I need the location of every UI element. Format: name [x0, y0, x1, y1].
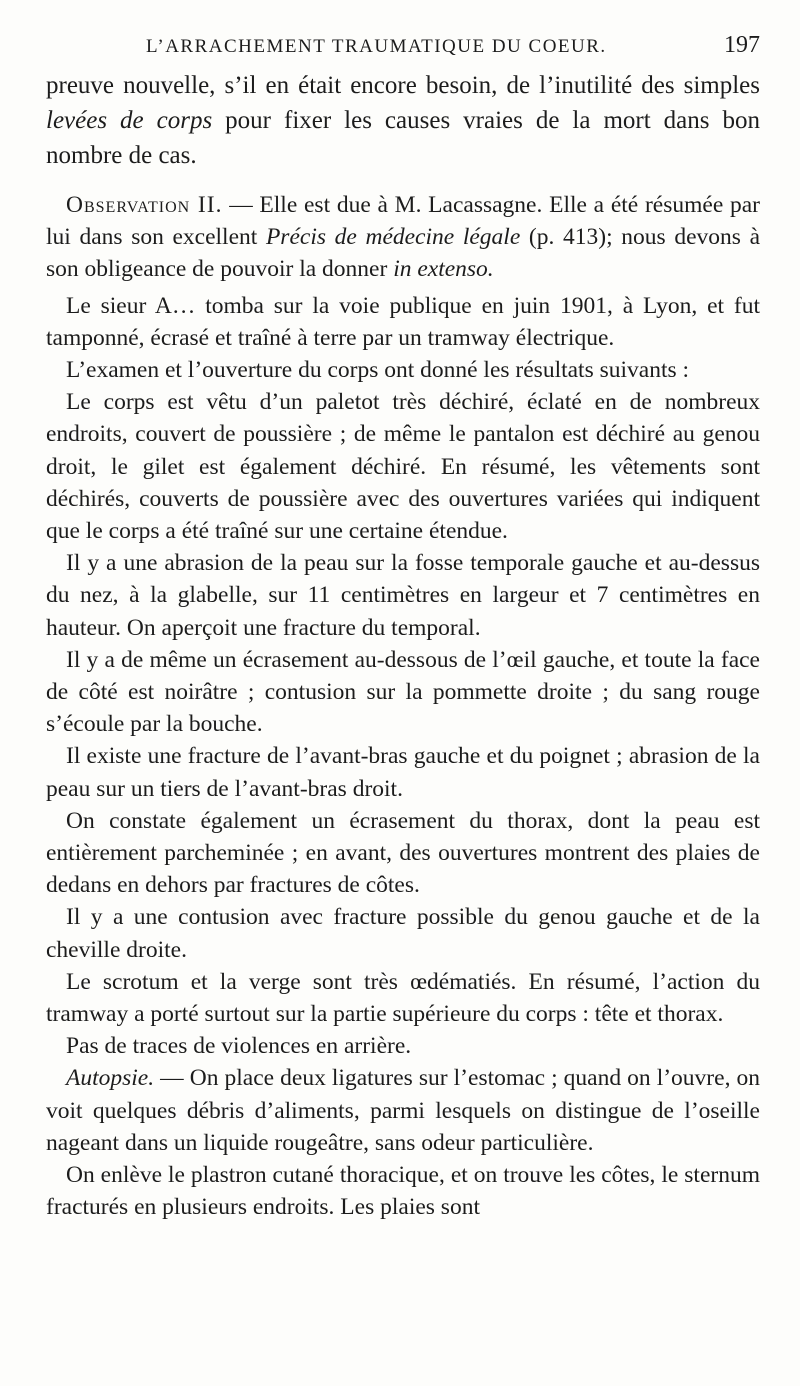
paragraph: Le corps est vêtu d’un paletot très déchiré, éclaté en de nombreux endroits, couvert de poussière ; de même le pantalon est déchiré au genou droit, le gilet est également déchiré. En résumé, les vêtements sont déchirés, couverts de poussière avec des ouvertures variées qui indiquent que le corps a été traîné sur une certaine étendue. [46, 389, 760, 545]
text-span: — Elle est due à M. Lacassagne. Elle a été résumée par lui dans son excellent [46, 192, 760, 251]
italic-term: levées de corps [46, 107, 213, 134]
paragraph: Il y a une abrasion de la peau sur la fosse temporale gauche et au-dessus du nez, à la glabelle, sur 11 centimètres en largeur et 7 centimètres en hauteur. On aperçoit une fracture du temporal. [46, 550, 760, 641]
paragraph: Il y a de même un écrasement au-dessous de l’œil gauche, et toute la face de côté est noirâtre ; contusion sur la pommette droite ; du sang rouge s’écoule par la bouche. [46, 646, 760, 738]
section-label: Autopsie. [66, 1065, 155, 1092]
paragraph: On enlève le plastron cutané thoracique, et on trouve les côtes, le sternum fracturés en plusieurs endroits. Les plaies sont [46, 1162, 760, 1221]
observation-heading-paragraph [46, 189, 760, 286]
italic-term: in extenso. [393, 256, 494, 283]
running-title: L’ARRACHEMENT TRAUMATIQUE DU COEUR. [146, 36, 607, 57]
text-span: (p. 413); nous devons à son obligeance de pouvoir la donner [46, 224, 760, 283]
text-span: pour fixer les causes vraies de la mort dans bon nombre de cas. [46, 107, 760, 169]
paragraph: Le scrotum et la verge sont très œdématiés. En résumé, l’action du tramway a porté surtout sur la partie supérieure du corps : tête et thorax. [46, 968, 760, 1028]
body-text [46, 68, 760, 1224]
text-span: — On place deux ligatures sur l’estomac ; quand on l’ouvre, on voit quelques débris d’aliments, parmi lesquels on distingue de l’oseille nageant dans un liquide rougeâtre, sans odeur particulière. [46, 1065, 760, 1156]
paragraph: L’examen et l’ouverture du corps ont donné les résultats suivants : [66, 357, 690, 384]
autopsy-paragraph [46, 1062, 760, 1159]
paragraph-continuation [46, 68, 760, 173]
text-span: preuve nouvelle, s’il en était encore besoin, de l’inutilité des simples [46, 72, 760, 99]
paragraph: On constate également un écrasement du thorax, dont la peau est entièrement parcheminée ; en avant, des ouvertures montrent des plaies de dedans en dehors par fractures de côtes. [46, 807, 760, 899]
book-title: Précis de médecine légale [265, 224, 521, 251]
paragraph: Pas de traces de violences en arrière. [66, 1033, 412, 1060]
paragraph: Il y a une contusion avec fracture possible du genou gauche et de la cheville droite. [46, 904, 760, 963]
page-number: 197 [724, 32, 760, 58]
observation-label: Observation II. [66, 192, 223, 218]
paragraph: Il existe une fracture de l’avant-bras gauche et du poignet ; abrasion de la peau sur un tiers de l’avant-bras droit. [46, 743, 760, 802]
paragraph: Le sieur A… tomba sur la voie publique en juin 1901, à Lyon, et fut tamponné, écrasé et traîné à terre par un tramway électrique. [46, 292, 760, 351]
page-header [46, 30, 760, 68]
